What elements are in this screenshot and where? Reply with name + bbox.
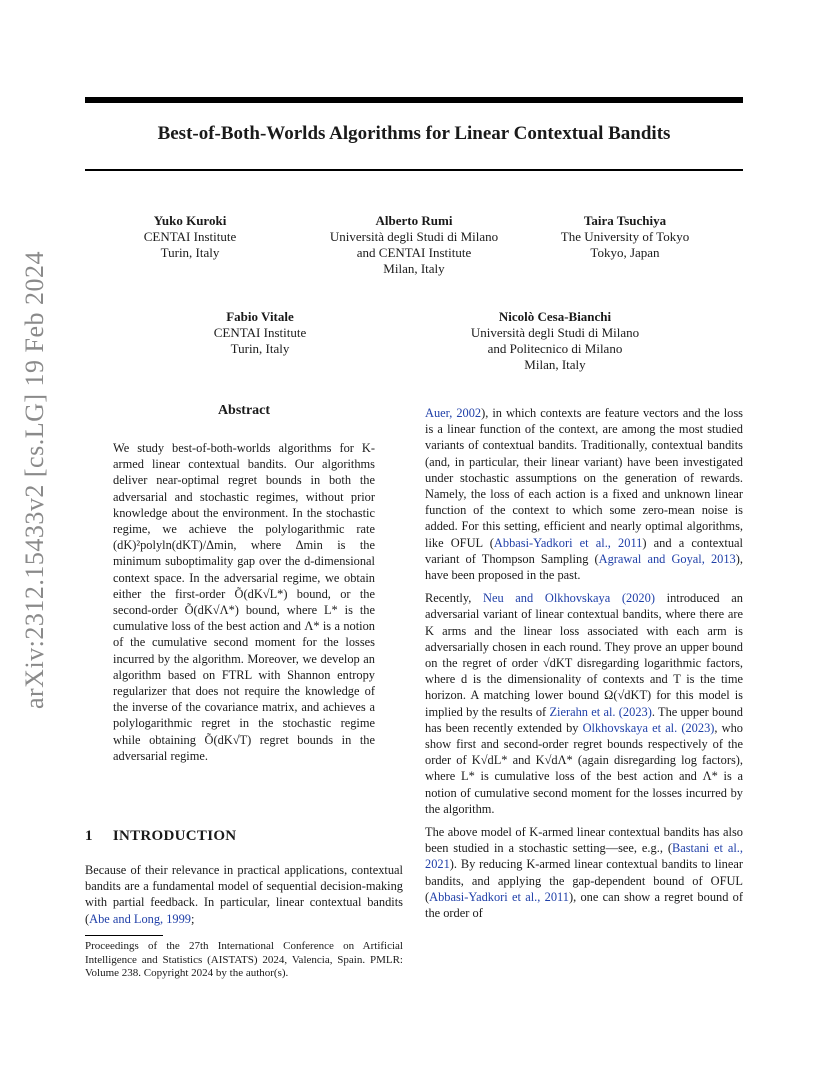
- intro-text: Because of their relevance in practical applications, contextual bandits are a fundamental model of sequential decision-making with partial feedback. In particular, linear contextual bandits (: [85, 863, 403, 926]
- paragraph-text: . The upper bound has been recently extended by: [425, 704, 744, 735]
- author-location: Milan, Italy: [524, 357, 586, 372]
- section-heading: [85, 828, 236, 845]
- citation-link[interactable]: Agrawal and Goyal, 2013: [598, 551, 736, 566]
- footnote-rule: [85, 935, 163, 936]
- author-affiliation: CENTAI Institute: [143, 229, 237, 244]
- author-location: Turin, Italy: [230, 341, 290, 356]
- author-block: [120, 213, 260, 261]
- intro-left-column: [85, 862, 403, 927]
- paragraph: [425, 824, 743, 921]
- citation-link[interactable]: Olkhovskaya et al. (2023): [582, 720, 715, 735]
- paragraph-text: ) and a contextual variant of Thompson Sampling (: [425, 535, 743, 566]
- author-name: Yuko Kuroki: [153, 213, 227, 228]
- author-affiliation: CENTAI Institute: [213, 325, 307, 340]
- right-column: [425, 405, 743, 921]
- author-name: Nicolò Cesa-Bianchi: [498, 309, 612, 324]
- arxiv-stamp: arXiv:2312.15433v2 [cs.LG] 19 Feb 2024: [20, 250, 49, 710]
- paragraph-text: introduced an adversarial variant of linear contextual bandits, where there are K arms and the linear loss associated with each arm is adversarially chosen in each round. They prove an upper bound on the regret of order √dKT disregarding logarithmic factors, where d is the dimensionality of contexts and T is the time horizon. A matching lower bound Ω(√dKT) for this model is implied by the results of: [425, 591, 743, 719]
- paragraph-text: ), one can show a regret bound of the order of: [425, 889, 743, 921]
- paragraph-text: ). By reducing K-armed linear contextual bandits to linear bandits, and applying the gap-dependent bound of OFUL (: [425, 857, 743, 904]
- author-affiliation: and CENTAI Institute: [356, 245, 472, 260]
- citation-link[interactable]: Zierahn et al. (2023): [549, 704, 652, 719]
- abstract-body: [113, 440, 375, 764]
- section-number: 1: [85, 828, 93, 844]
- paragraph-text: , who show first and second-order regret bounds respectively of the order of K√dL* and K√dΛ* (again disregarding log factors), where L* is cumulative loss of the best action and Λ* is a notion of cumulative second moment for the losses incurred by the algorithm.: [425, 720, 743, 816]
- paragraph-text: The above model of K-armed linear contextual bandits has also been studied in a stochastic setting—see, e.g., (: [425, 825, 743, 856]
- citation-link[interactable]: Auer, 2002: [425, 406, 482, 420]
- author-name: Taira Tsuchiya: [583, 213, 667, 228]
- paper-title: Best-of-Both-Worlds Algorithms for Linear Contextual Bandits: [157, 123, 671, 144]
- paragraph-text: ), have been proposed in the past.: [425, 551, 743, 583]
- citation-link[interactable]: Neu and Olkhovskaya (2020): [483, 591, 655, 606]
- paragraph-text: Recently,: [425, 591, 483, 606]
- author-affiliation: Università degli Studi di Milano: [329, 229, 499, 244]
- citation-link[interactable]: Abbasi-Yadkori et al., 2011: [493, 535, 643, 550]
- author-block: [200, 309, 320, 357]
- author-block: [445, 309, 665, 373]
- author-affiliation: and Politecnico di Milano: [487, 341, 623, 356]
- author-block: [540, 213, 710, 261]
- citation-link[interactable]: Bastani et al., 2021: [425, 841, 743, 872]
- author-name: Fabio Vitale: [226, 309, 294, 324]
- paragraph-text: ), in which contexts are feature vectors and the loss is a linear function of the context, are among the most studied variants of contextual bandits. Traditionally, contextual bandits (and, in particular, their linear variant) have been investigated under stochastic assumptions on the generation of rewards. Namely, the loss of each action is a fixed and unknown linear function of the context to which some zero-mean noise is added. For this setting, efficient and nearly optimal algorithms, like OFUL (: [425, 406, 744, 550]
- footnote: Proceedings of the 27th International Conference on Artificial Intelligence and Statistics (AISTATS) 2024, Valencia, Spain. PMLR: Volume 238. Copyright 2024 by the author(s).: [85, 940, 403, 979]
- abstract-heading: Abstract: [217, 403, 271, 418]
- title-rule-bottom: [85, 169, 743, 171]
- title-rule-top: [85, 97, 743, 103]
- author-affiliation: The University of Tokyo: [560, 229, 690, 244]
- author-affiliation: Università degli Studi di Milano: [470, 325, 640, 340]
- author-location: Turin, Italy: [160, 245, 220, 260]
- intro-text: ;: [191, 911, 195, 926]
- citation-link[interactable]: Abbasi-Yadkori et al., 2011: [429, 889, 569, 904]
- paragraph: [425, 405, 743, 583]
- author-name: Alberto Rumi: [375, 213, 453, 228]
- abstract-text: We study best-of-both-worlds algorithms for K-armed linear contextual bandits. Our algorithms deliver near-optimal regret bounds in both the adversarial and stochastic regimes, without prior knowledge about the environment. In the stochastic regime, we achieve the polylogarithmic rate (dK)²polyln(dKT)/Δmin, where Δmin is the minimum suboptimality gap over the d-dimensional context space. In the adversarial regime, we obtain either the first-order Õ(dK√L*) bound, or the second-order Õ(dK√Λ*) bound, where L* is the cumulative loss of the best action and Λ* is a notion of the cumulative second moment for the losses incurred by the algorithm. Moreover, we develop an algorithm based on FTRL with Shannon entropy regularizer that does not require the knowledge of the inverse of the covariance matrix, and achieves a polylogarithmic regret in the stochastic regime while obtaining Õ(dK√T) regret bounds in the adversarial regime.: [113, 441, 375, 763]
- author-location: Tokyo, Japan: [590, 245, 660, 260]
- citation-link[interactable]: Abe and Long, 1999: [89, 911, 192, 926]
- author-block: [304, 213, 524, 277]
- section-title: INTRODUCTION: [112, 828, 237, 844]
- paragraph: [425, 590, 743, 817]
- author-location: Milan, Italy: [383, 261, 445, 276]
